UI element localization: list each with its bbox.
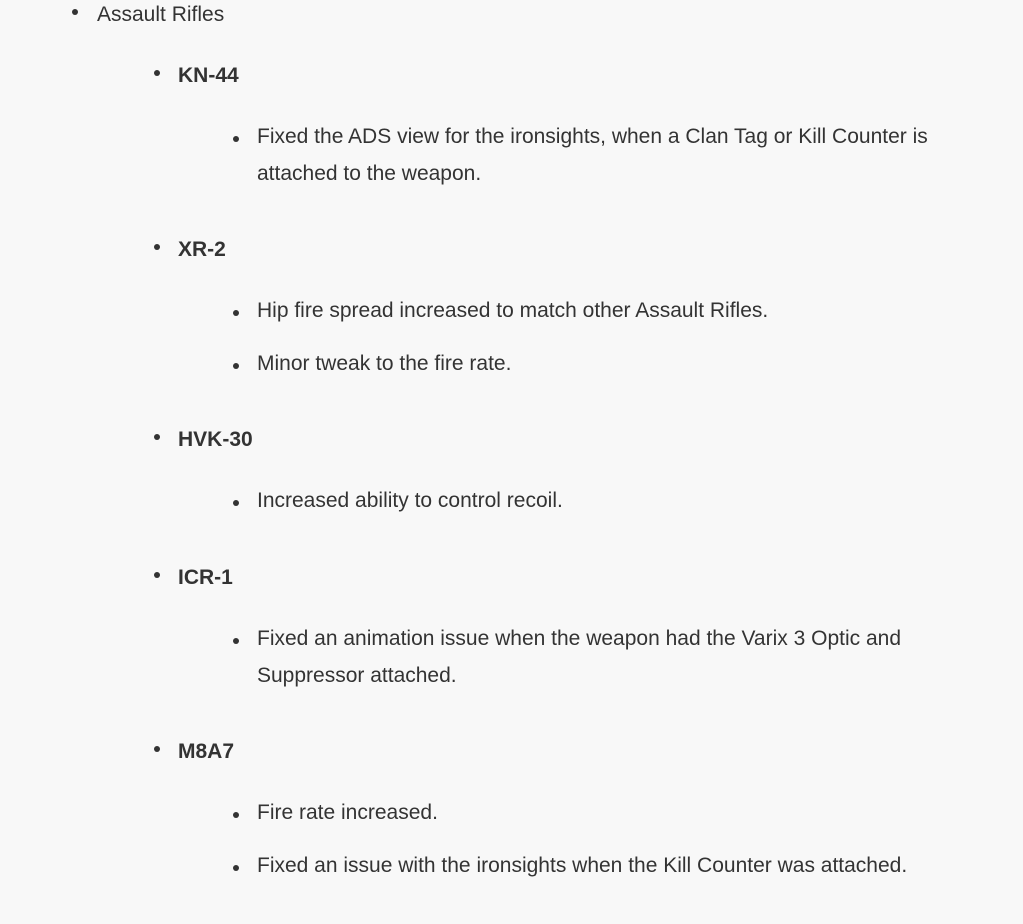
patch-note (257, 482, 997, 519)
category-label: Assault Rifles (97, 3, 225, 26)
weapon-heading-kn-44 (178, 57, 239, 94)
patch-note-text: Fixed an animation issue when the weapon had the Varix 3 Optic and Suppressor attached. (257, 627, 902, 687)
bullet-icon (233, 638, 239, 644)
bullet-icon (154, 70, 160, 76)
weapon-heading-icr-1 (178, 559, 233, 596)
weapon-name: XR-2 (178, 238, 226, 261)
bullet-icon (233, 500, 239, 506)
patch-note-text: Fire rate increased. (257, 801, 438, 824)
bullet-icon (154, 434, 160, 440)
bullet-icon (233, 363, 239, 369)
patch-note-text: Fixed the ADS view for the ironsights, when a Clan Tag or Kill Counter is attached to the weapon. (257, 125, 928, 185)
patch-note-text: Increased ability to control recoil. (257, 489, 563, 512)
weapon-name: KN-44 (178, 64, 239, 87)
weapon-name: ICR-1 (178, 566, 233, 589)
weapon-heading-hvk-30 (178, 421, 253, 458)
bullet-icon (233, 865, 239, 871)
weapon-name: HVK-30 (178, 428, 253, 451)
bullet-icon (72, 9, 78, 15)
weapon-heading-m8a7 (178, 733, 234, 770)
patch-note (257, 620, 997, 694)
list-item-category (97, 0, 224, 33)
patch-note (257, 292, 997, 329)
weapon-name: M8A7 (178, 740, 235, 763)
bullet-icon (154, 572, 160, 578)
bullet-icon (154, 244, 160, 250)
bullet-icon (233, 136, 239, 142)
patch-note-text: Minor tweak to the fire rate. (257, 352, 512, 375)
patch-note-text: Hip fire spread increased to match other Assault Rifles. (257, 299, 769, 322)
patch-note-text: Fixed an issue with the ironsights when the Kill Counter was attached. (257, 854, 908, 877)
patch-note (257, 118, 997, 192)
bullet-icon (233, 310, 239, 316)
weapon-heading-xr-2 (178, 231, 226, 268)
patch-note (257, 345, 997, 382)
patch-note (257, 847, 997, 884)
patch-note (257, 794, 997, 831)
bullet-icon (154, 746, 160, 752)
bullet-icon (233, 812, 239, 818)
